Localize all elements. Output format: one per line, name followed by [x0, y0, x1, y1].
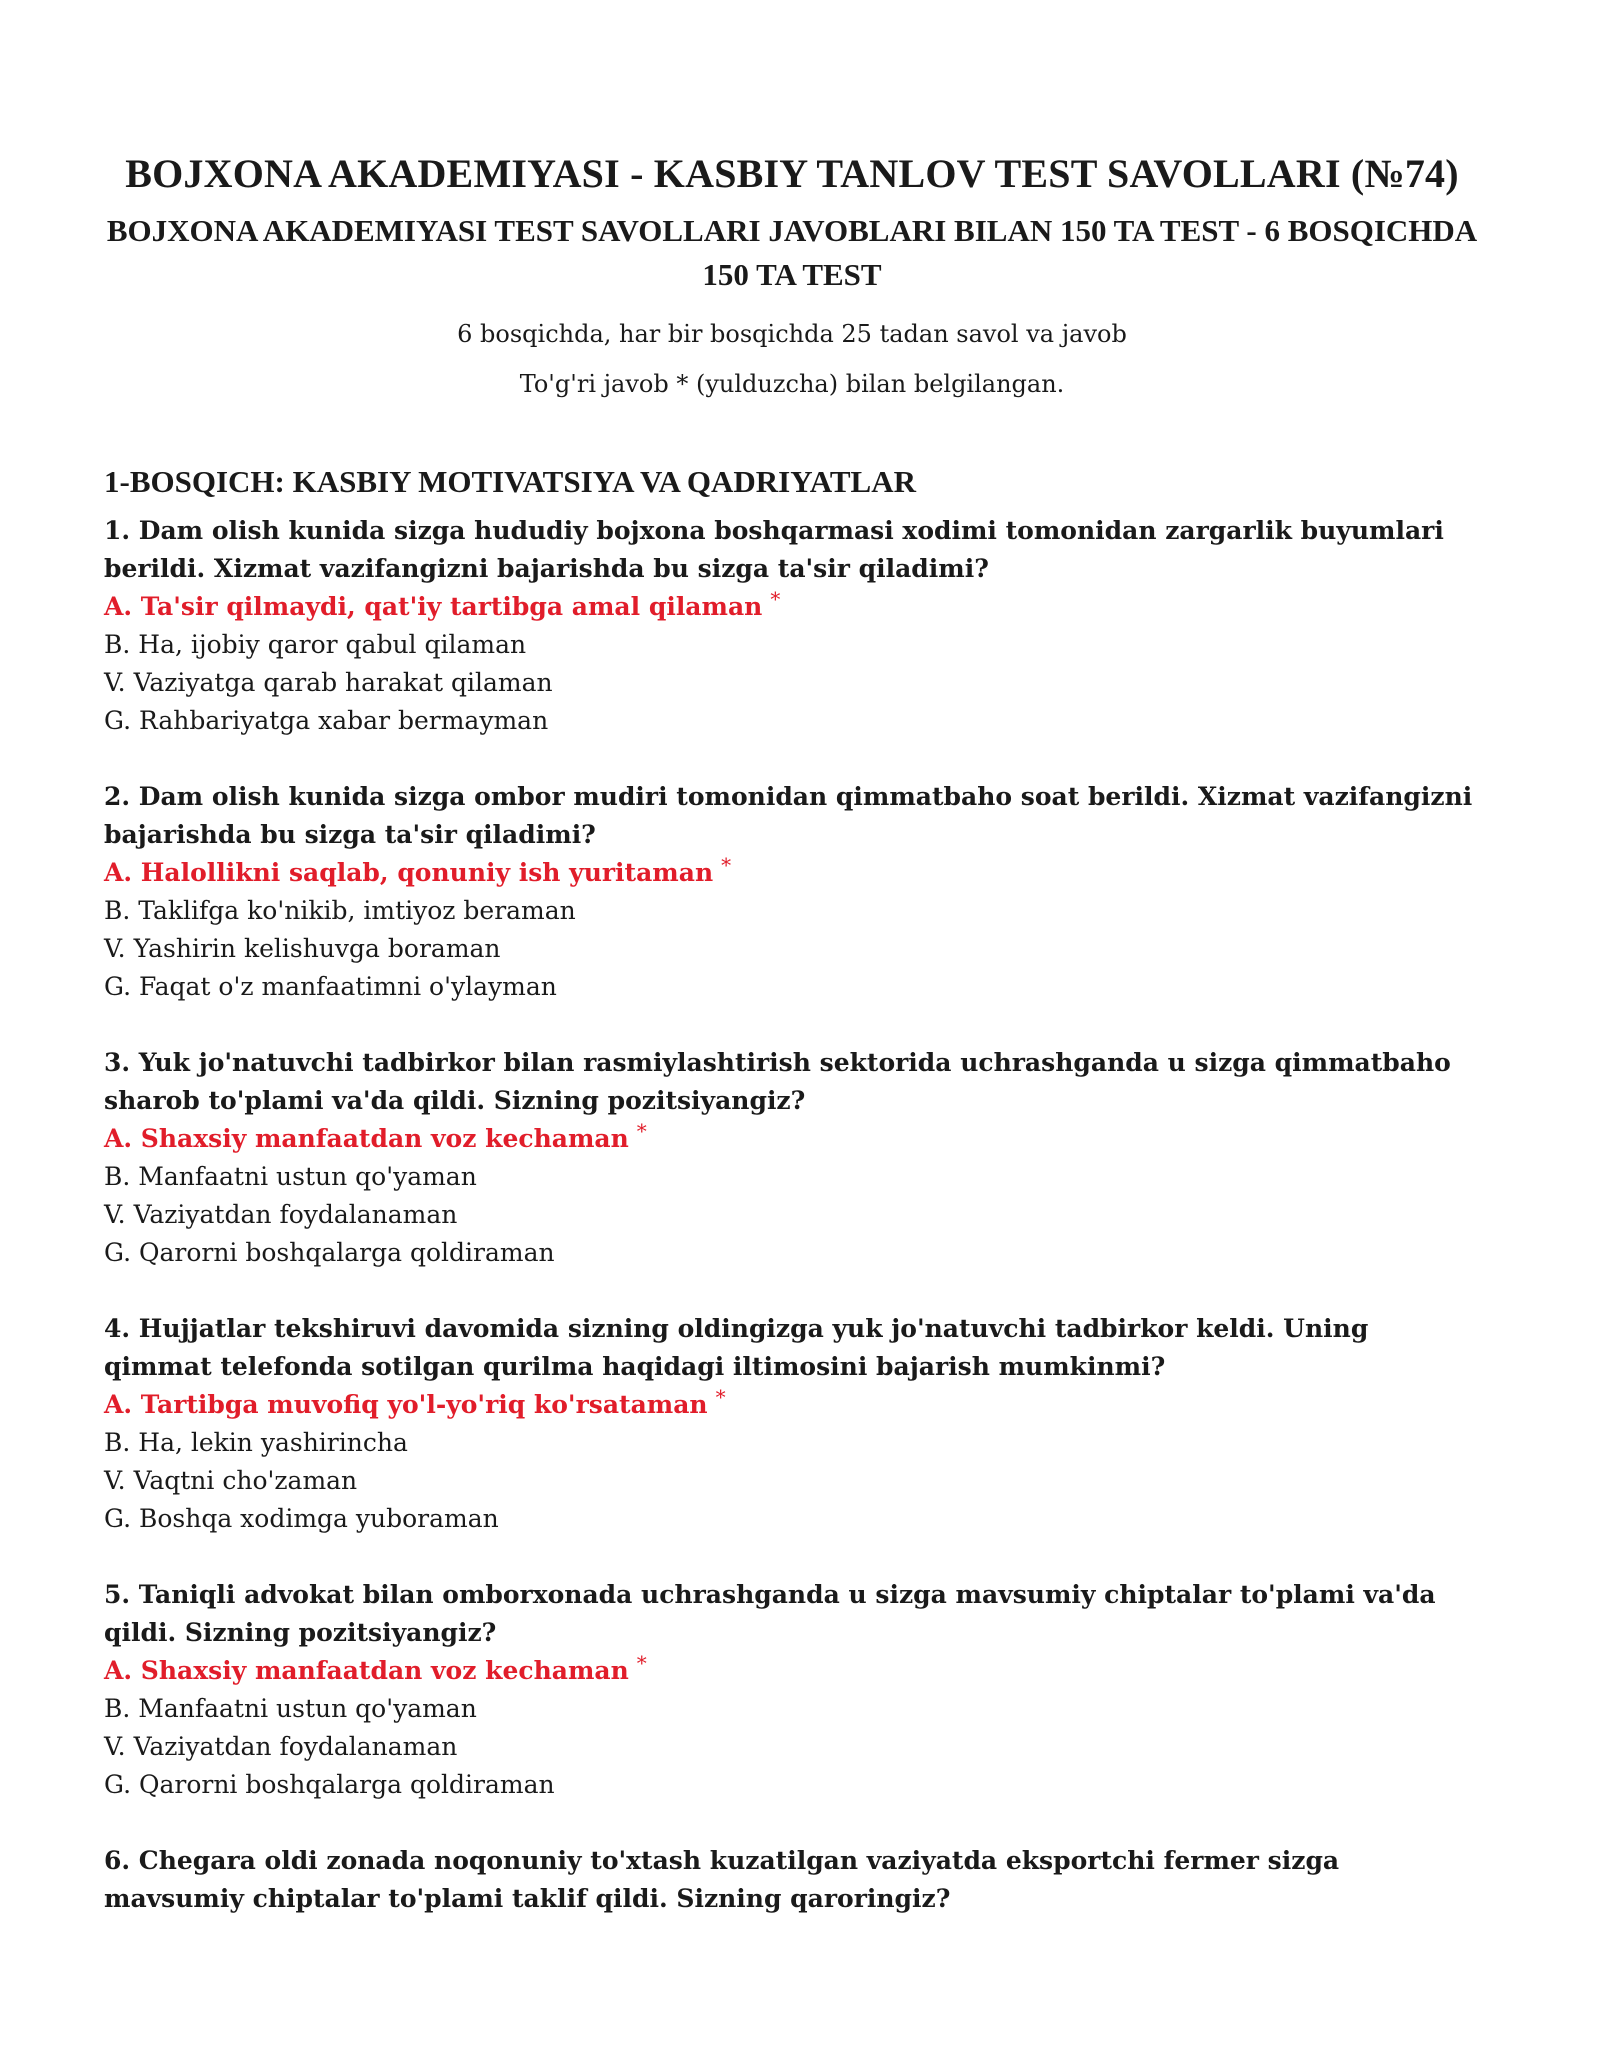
answer-option: G. Boshqa xodimga yuboraman: [104, 1504, 499, 1533]
correct-answer: [104, 588, 1480, 626]
answer-option: G. Rahbariyatga xabar bermayman: [104, 706, 549, 735]
correct-answer: [104, 1120, 1480, 1158]
answer-option: V. Vaziyatdan foydalanaman: [104, 1200, 458, 1229]
correct-answer: [104, 854, 1480, 892]
correct-star-marker: *: [721, 852, 732, 877]
correct-answer-text: A. Halollikni saqlab, qonuniy ish yuritaman: [104, 858, 714, 887]
correct-star-marker: *: [770, 586, 781, 611]
answer-option: G. Qarorni boshqalarga qoldiraman: [104, 1238, 555, 1267]
answer-option: B. Ha, lekin yashirincha: [104, 1428, 408, 1457]
question-block: [104, 512, 1480, 740]
correct-star-marker: *: [715, 1384, 726, 1409]
correct-answer: [104, 1652, 1480, 1690]
answer-option: V. Vaqtni cho'zaman: [104, 1466, 358, 1495]
document-subtitle: BOJXONA AKADEMIYASI TEST SAVOLLARI JAVOBLARI BILAN 150 TA TEST - 6 BOSQICHDA 150 TA TEST: [106, 213, 1478, 292]
question-block: [104, 1842, 1480, 1918]
question-text: 2. Dam olish kunida sizga ombor mudiri tomonidan qimmatbaho soat berildi. Xizmat vazifangizni bajarishda bu sizga ta'sir qiladimi?: [104, 782, 1473, 849]
answer-option: V. Vaziyatdan foydalanaman: [104, 1732, 458, 1761]
question-block: [104, 1576, 1480, 1804]
question-text: 6. Chegara oldi zonada noqonuniy to'xtash kuzatilgan vaziyatda eksportchi fermer sizga mavsumiy chiptalar to'plami taklif qildi. Sizning qaroringiz?: [104, 1846, 1340, 1913]
correct-answer-text: A. Tartibga muvofiq yo'l-yo'riq ko'rsataman: [104, 1390, 708, 1419]
question-block: [104, 778, 1480, 1006]
question-text: 3. Yuk jo'natuvchi tadbirkor bilan rasmiylashtirish sektorida uchrashganda u sizga qimmatbaho sharob to'plami va'da qildi. Sizning pozitsiyangiz?: [104, 1048, 1451, 1115]
question-block: [104, 1310, 1480, 1538]
answer-option: B. Ha, ijobiy qaror qabul qilaman: [104, 630, 527, 659]
answer-option: V. Vaziyatga qarab harakat qilaman: [104, 668, 553, 697]
question-text: 5. Taniqli advokat bilan omborxonada uchrashganda u sizga mavsumiy chiptalar to'plami va'da qildi. Sizning pozitsiyangiz?: [104, 1580, 1436, 1647]
correct-answer-text: A. Shaxsiy manfaatdan voz kechaman: [104, 1656, 629, 1685]
correct-star-marker: *: [636, 1650, 647, 1675]
answer-option: G. Faqat o'z manfaatimni o'ylayman: [104, 972, 557, 1001]
answer-option: V. Yashirin kelishuvga boraman: [104, 934, 501, 963]
document-title: BOJXONA AKADEMIYASI - KASBIY TANLOV TEST SAVOLLARI (№74): [125, 151, 1459, 196]
correct-answer-text: A. Shaxsiy manfaatdan voz kechaman: [104, 1124, 629, 1153]
question-list: [104, 512, 1480, 1918]
correct-answer: [104, 1386, 1480, 1424]
answer-option: B. Taklifga ko'nikib, imtiyoz beraman: [104, 896, 576, 925]
answer-option: B. Manfaatni ustun qo'yaman: [104, 1694, 477, 1723]
correct-answer-text: A. Ta'sir qilmaydi, qat'iy tartibga amal qilaman: [104, 592, 763, 621]
correct-star-marker: *: [636, 1118, 647, 1143]
intro-line-2: To'g'ri javob * (yulduzcha) bilan belgilangan.: [519, 370, 1065, 398]
intro-line-1: 6 bosqichda, har bir bosqichda 25 tadan savol va javob: [457, 320, 1127, 348]
question-text: 1. Dam olish kunida sizga hududiy bojxona boshqarmasi xodimi tomonidan zargarlik buyumlari berildi. Xizmat vazifangizni bajarishda bu sizga ta'sir qiladimi?: [104, 516, 1444, 583]
question-block: [104, 1044, 1480, 1272]
question-text: 4. Hujjatlar tekshiruvi davomida sizning oldingizga yuk jo'natuvchi tadbirkor keldi. Uning qimmat telefonda sotilgan qurilma haqidagi iltimosini bajarish mumkinmi?: [104, 1314, 1369, 1381]
section-heading: 1-BOSQICH: KASBIY MOTIVATSIYA VA QADRIYATLAR: [104, 464, 916, 499]
answer-option: B. Manfaatni ustun qo'yaman: [104, 1162, 477, 1191]
answer-option: G. Qarorni boshqalarga qoldiraman: [104, 1770, 555, 1799]
